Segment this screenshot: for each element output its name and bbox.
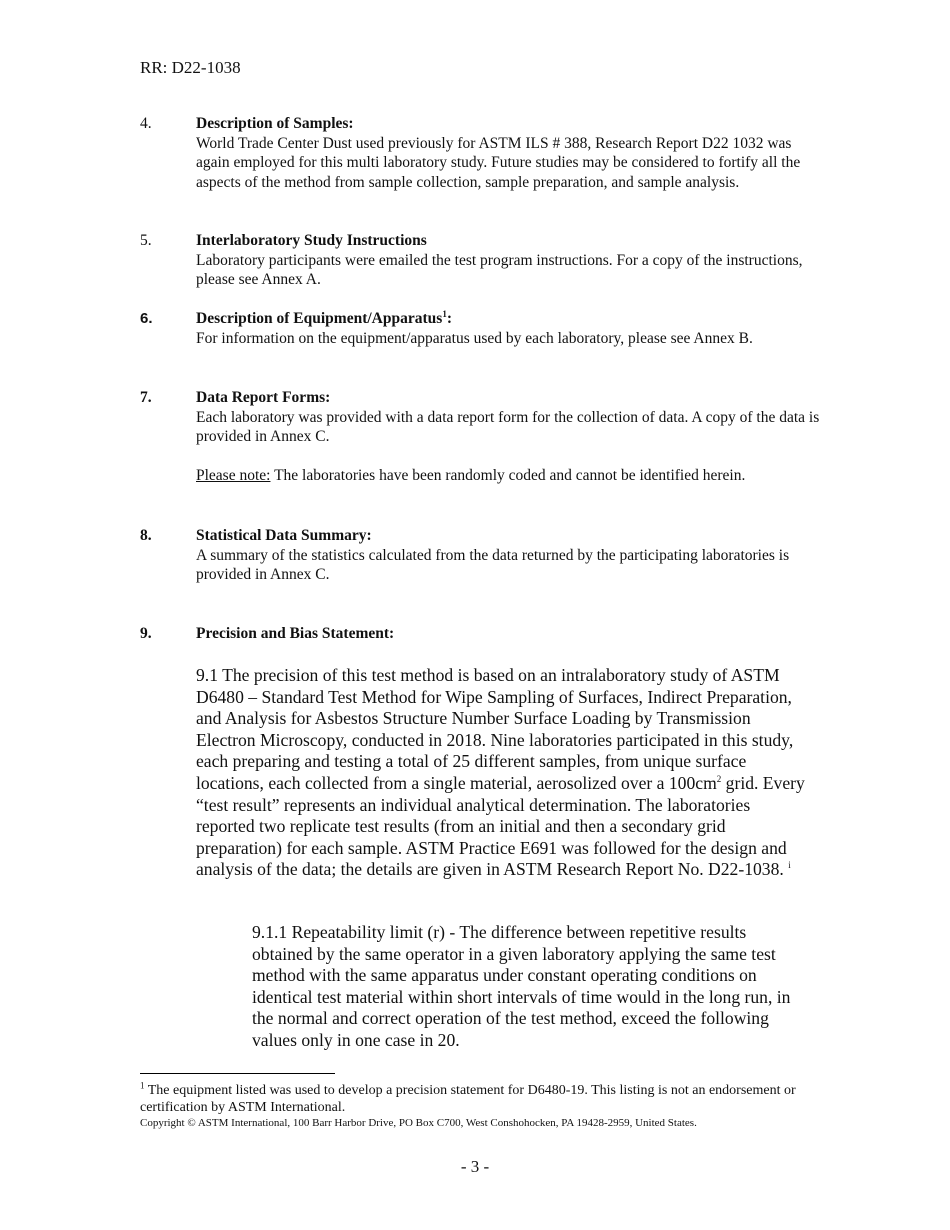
section-8 [140, 526, 820, 585]
footnote-text: The equipment listed was used to develop a precision statement for D6480-19. This listing is not an endorsement or certification by ASTM International. [140, 1083, 796, 1115]
section-title: Precision and Bias Statement: [196, 625, 395, 642]
section-4 [140, 114, 820, 192]
page-number: - 3 - [460, 1157, 490, 1176]
section-text: World Trade Center Dust used previously for ASTM ILS # 388, Research Report D22 1032 was again employed for this multi laboratory study. Future studies may be considered to fortify all the aspects of the method from sample collection, sample preparation, and sample analysis. [196, 134, 801, 191]
section-number: 9. [140, 625, 152, 642]
footnote-divider [140, 1073, 335, 1074]
paragraph-9-1: 9.1 The precision of this test method is based on an intralaboratory study of ASTM D6480 – Standard Test Method for Wipe Sampling of Surfaces, Indirect Preparation, and Analysis for Asbestos Structure Number Surface Loading by Transmission Electron Microscopy, conducted in 2018. Nine laboratories participated in this study, each preparing and testing a total of 25 different samples, from unique surface locations, each collected from a single material, aerosolized over a $100cm^2$ grid. Every “test result” represents an individual analytical determination. The laboratories reported two replicate test results (from an initial and then a secondary grid preparation) for each sample. ASTM Practice E691 was followed for the design and analysis of the data; the details are given in ASTM Research Report No. D22-1038. $^i$ [196, 665, 805, 880]
section-7 [140, 388, 820, 485]
note-text: The laboratories have been randomly coded and cannot be identified herein. [270, 466, 746, 484]
section-5 [140, 231, 820, 290]
note-label: Please note: [196, 466, 271, 484]
section-number: 7. [140, 389, 152, 406]
footnote [140, 1082, 800, 1116]
section-title: Data Report Forms: [196, 389, 331, 406]
footnote-marker: 1 [140, 1080, 145, 1091]
section-title: Statistical Data Summary: [196, 527, 372, 544]
section-title: Description of Equipment/Apparatus$^1$: [196, 308, 452, 327]
note [196, 466, 820, 486]
section-number: 6. [140, 310, 153, 327]
section-text: A summary of the statistics calculated from the data returned by the participating laboratories is provided in Annex C. [196, 546, 790, 583]
paragraph-9-1-1: 9.1.1 Repeatability limit (r) - The difference between repetitive results obtained by the same operator in a given laboratory applying the same test method with the same apparatus under constant operating conditions on identical test material within short intervals of time would in the long run, in the normal and correct operation of the test method, exceed the following values only in one case in 20. [252, 922, 791, 1050]
section-9 [140, 624, 820, 644]
running-header: RR: D22-1038 [140, 58, 241, 77]
section-number: 4. [140, 115, 152, 132]
section-title: Interlaboratory Study Instructions [196, 232, 427, 249]
endnote-ref: i [788, 860, 791, 871]
section-text: Laboratory participants were emailed the test program instructions. For a copy of the instructions, please see Annex A. [196, 251, 803, 288]
footnote-ref: 1 [442, 308, 447, 319]
section-number: 5. [140, 232, 152, 249]
section-text: For information on the equipment/apparatus used by each laboratory, please see Annex B. [196, 329, 753, 347]
section-6 [140, 309, 820, 348]
section-number: 8. [140, 527, 152, 544]
section-title: Description of Samples: [196, 115, 354, 132]
section-text: Each laboratory was provided with a data report form for the collection of data. A copy of the data is provided in Annex C. [196, 408, 820, 445]
copyright-line: Copyright © ASTM International, 100 Barr Harbor Drive, PO Box C700, West Conshohocken, PA 19428-2959, United States. [140, 1117, 697, 1129]
